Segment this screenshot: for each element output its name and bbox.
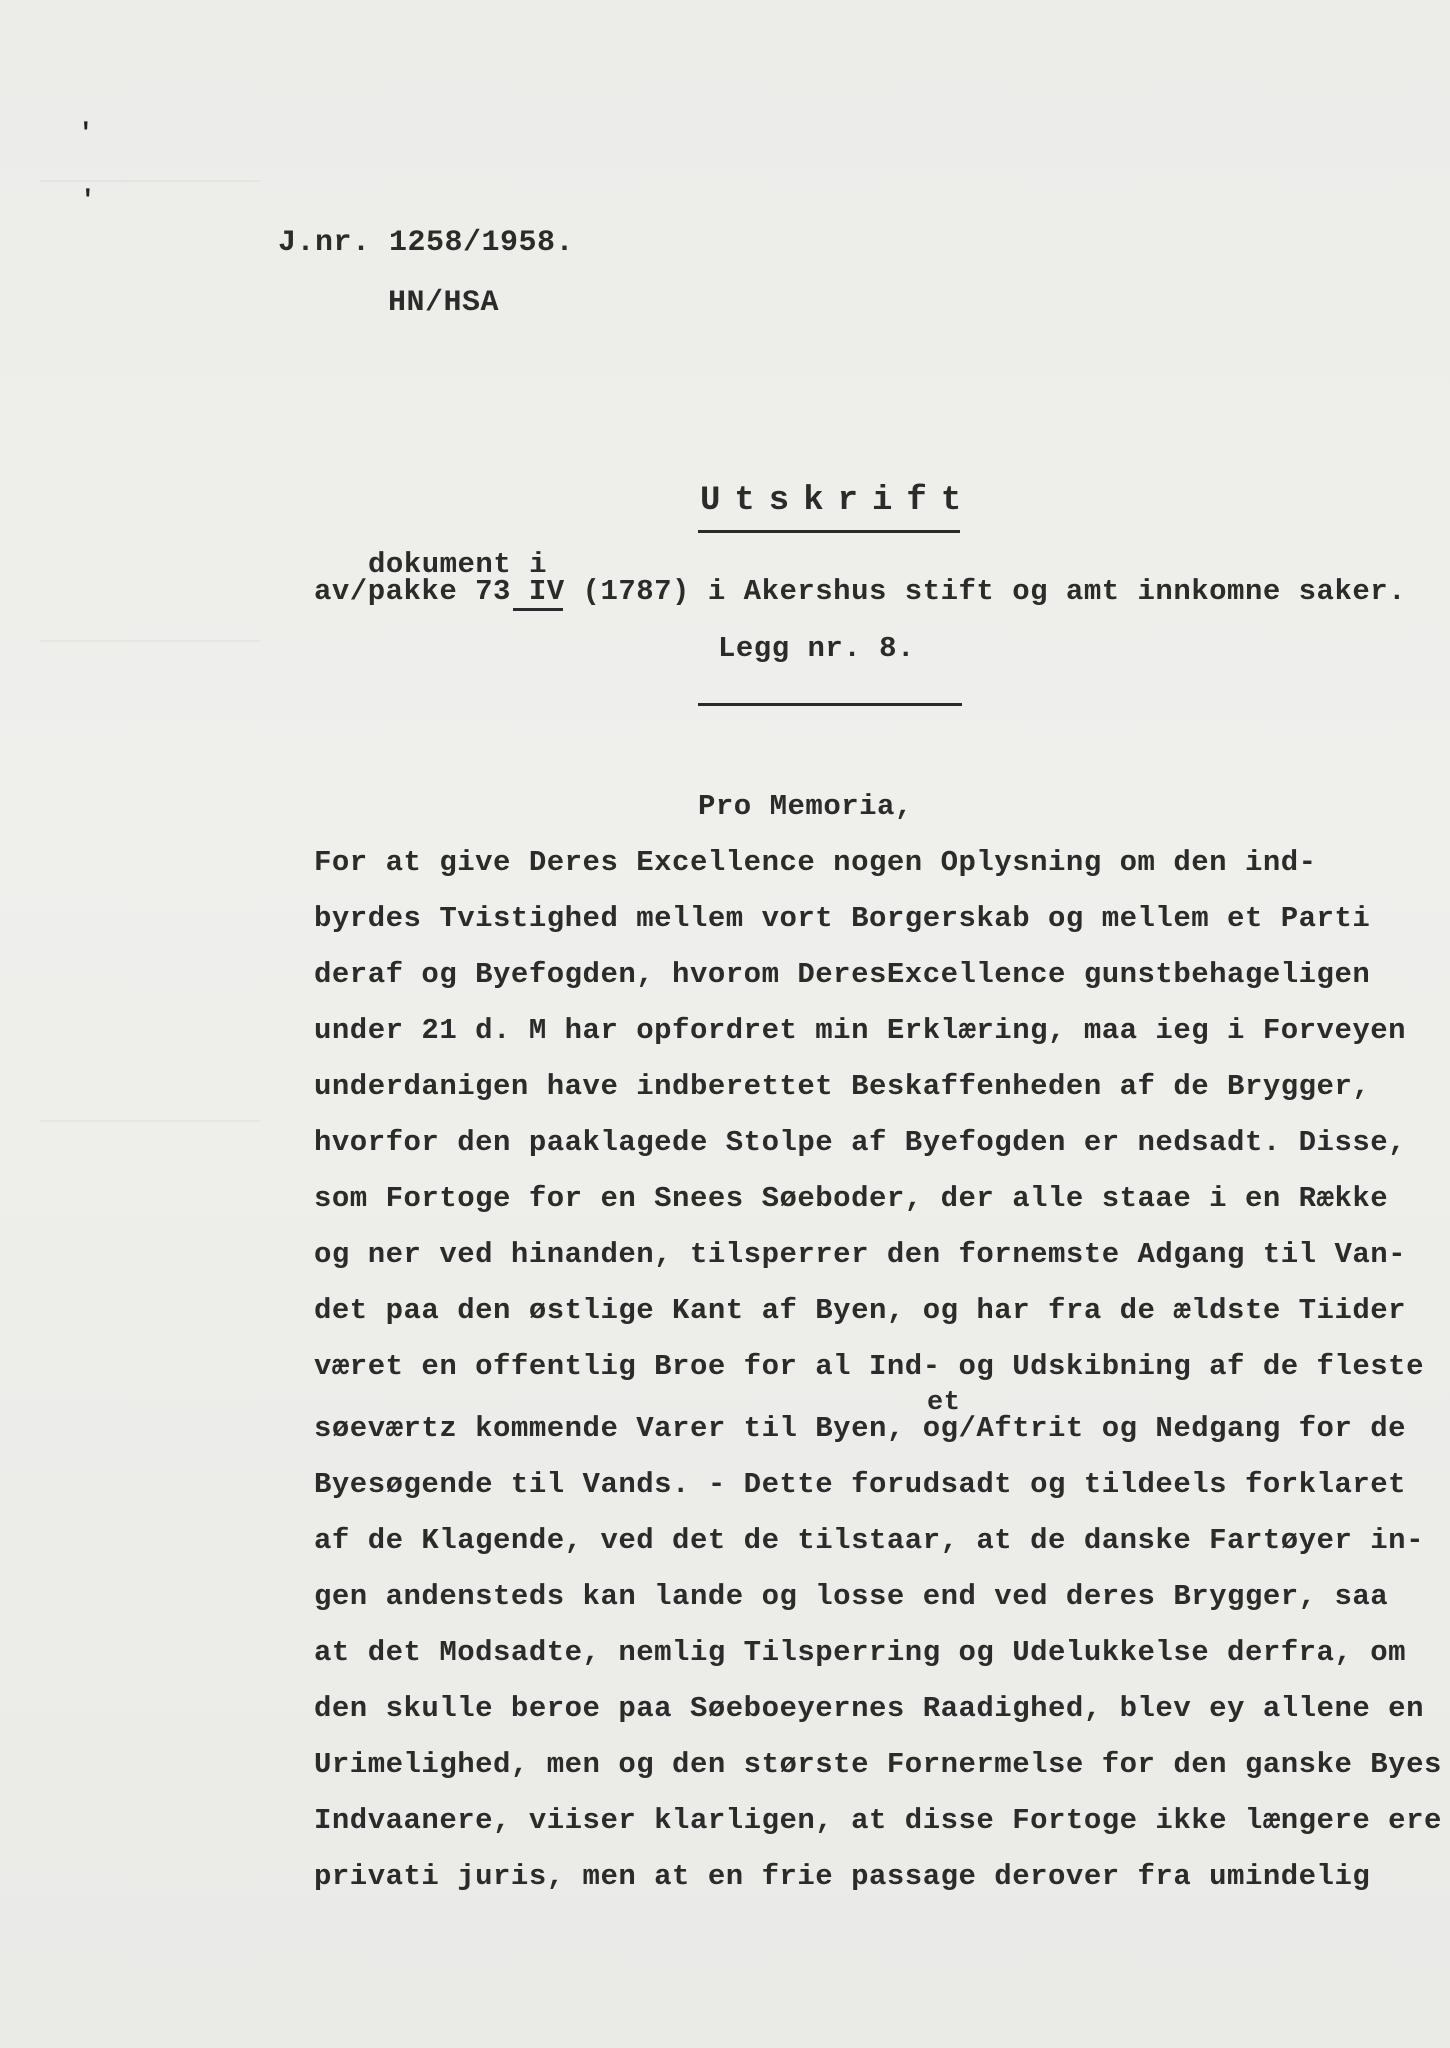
initials: HN/HSA	[388, 286, 500, 320]
body-line: byrdes Tvistighed mellem vort Borgerskab og mellem et Parti	[314, 902, 1371, 935]
body-line: Urimelighed, men og den største Fornermelse for den ganske Byes	[314, 1748, 1442, 1781]
body-line: privati juris, men at en frie passage derover fra umindelig	[314, 1860, 1371, 1893]
body-line: søeværtz kommende Varer til Byen, og/Aftrit og Nedgang for de	[314, 1412, 1407, 1445]
body-line: deraf og Byefogden, hvorom DeresExcellence gunstbehageligen	[314, 958, 1371, 991]
body-line: og ner ved hinanden, tilsperrer den fornemste Adgang til Van-	[314, 1238, 1407, 1271]
salutation: Pro Memoria,	[698, 790, 913, 823]
margin-mark: '	[78, 118, 94, 148]
inserted-annotation: dokument i	[368, 548, 548, 581]
subtitle-line: av/pakke 73 IV (1787) i Akershus stift og amt innkomne saker.	[314, 575, 1407, 608]
body-line: Indvaanere, viiser klarligen, at disse Fortoge ikke længere ere	[314, 1804, 1442, 1837]
document-title: Utskrift	[700, 482, 976, 520]
body-line: været en offentlig Broe for al Ind- og Udskibning af de fleste	[314, 1350, 1424, 1383]
section-divider	[698, 703, 962, 706]
body-line: den skulle beroe paa Søeboeyernes Raadighed, blev ey allene en	[314, 1692, 1424, 1725]
paper-texture	[40, 1120, 260, 1122]
body-line: som Fortoge for en Snees Søeboder, der alle staae i en Række	[314, 1182, 1389, 1215]
body-line: underdanigen have indberettet Beskaffenheden af de Brygger,	[314, 1070, 1371, 1103]
body-line: af de Klagende, ved det de tilstaar, at de danske Fartøyer in-	[314, 1524, 1424, 1557]
journal-number: J.nr. 1258/1958.	[278, 226, 575, 260]
iv-underline	[513, 608, 563, 611]
margin-mark: '	[80, 185, 96, 215]
legg-number: Legg nr. 8.	[718, 632, 915, 665]
paper-texture	[40, 640, 260, 642]
inserted-annotation: et	[927, 1388, 961, 1418]
body-line: under 21 d. M har opfordret min Erklæring, maa ieg i Forveyen	[314, 1014, 1407, 1047]
body-line: at det Modsadte, nemlig Tilsperring og Udelukkelse derfra, om	[314, 1636, 1407, 1669]
body-line: Byesøgende til Vands. - Dette forudsadt og tildeels forklaret	[314, 1468, 1407, 1501]
body-line: For at give Deres Excellence nogen Oplysning om den ind-	[314, 846, 1317, 879]
title-underline	[698, 530, 960, 533]
body-line: det paa den østlige Kant af Byen, og har fra de ældste Tiider	[314, 1294, 1407, 1327]
body-line: hvorfor den paaklagede Stolpe af Byefogden er nedsadt. Disse,	[314, 1126, 1407, 1159]
paper-texture	[40, 180, 260, 182]
body-line: gen andensteds kan lande og losse end ved deres Brygger, saa	[314, 1580, 1389, 1613]
